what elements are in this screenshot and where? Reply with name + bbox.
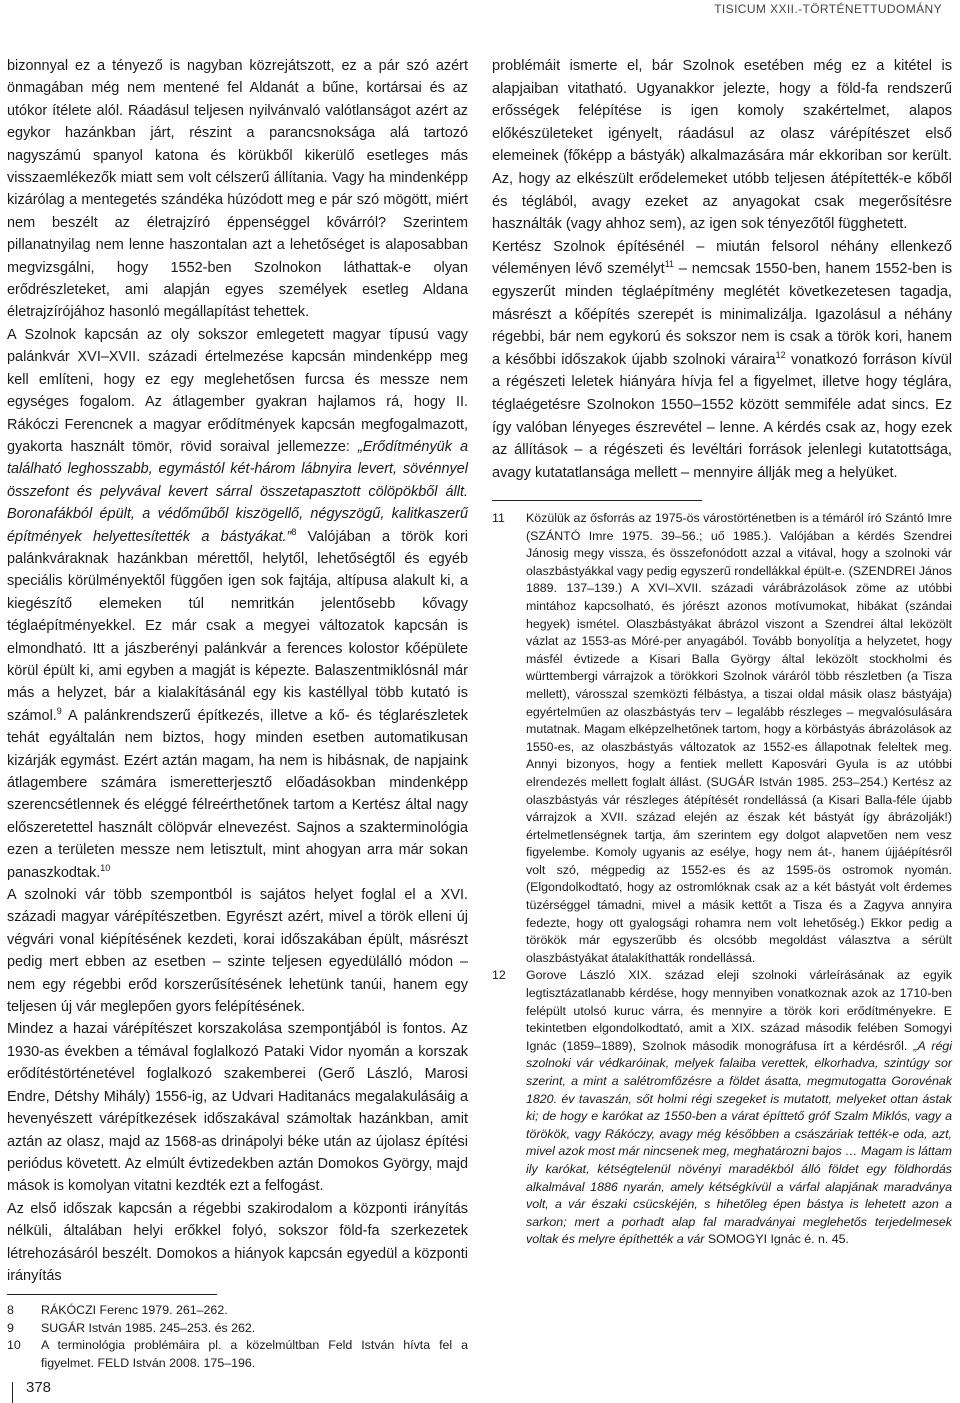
footnote <box>492 967 952 1249</box>
footnote <box>7 1337 468 1372</box>
left-column <box>7 55 468 1287</box>
paragraph: Az első időszak kapcsán a régebbi szakirodalom a központi irányítás nélküli, általában helyi erőkkel folyó, sokszor föld-fa szerkezetek létrehozásáról beszélt. Domokos a hiányok kapcsán egyedül a központi irányítás <box>7 1200 468 1284</box>
footnote-body: Gorove László XIX. század eleji szolnoki várleírásának az egyik legtisztázatlanabb kérdése, hogy mennyiben vonatkoznak azok az 1710-ben felépült utolsó kuruc várra, és mennyire a török kori erődítményekre. E tekintetben elgondolkodtató, amit a XIX. század második felében Somogyi Ignác (1859–1889), Szolnok második monográfusa írt a kérdésről. <box>526 968 952 1053</box>
footnote-ref[interactable]: 8 <box>291 526 297 537</box>
footnote-number: 9 <box>7 1320 14 1335</box>
footnote-ref[interactable]: 11 <box>664 259 675 270</box>
quotation: „A régi szolnoki vár védkaróinak, melyek falaiba verettek, elkorhadva, szintúgy sor szerint, a mint a salétromfőzésre a földet ásatta, megmutogatta Gorovénak 1820. év tavaszán, sőt holmi régi szegeket is mutatott, melyeket ottan ástak ki; de hogy e karókat az 1550-ben a várat építtető gróf Szalm Miklós, vagy a törökök, vagy Rákóczy, avagy még későbben a császáriak tették-e oda, azt, mivel azok most már nincsenek meg, meghatározni bajos … Magam is láttam ily karókat, kétségtelenül növényi maradékból álló földet egy földhordás alkalmával 1886 nyarán, amely kétségkívül a várfal alapjának maradványa volt, a vár északi csücskéjén, s hihetőleg épen bástya is lehetett azon a sarkon; mert a porhadt alap fal maradványai meglehetős terjedelmesek voltak és melyre építhették a vár <box>526 1038 952 1247</box>
paragraph <box>492 236 952 485</box>
paragraph: bizonnyal ez a tényező is nagyban közrejátszott, ez a pár szó azért önmagában még nem mentené fel Aldanát a bűne, kortársai és az utókor ítélete alól. Ráadásul teljesen nyilvánvaló valótlanságot azért az egykor hazánkban járt, részint a parancsnoksága alá tartozó nagyszámú spanyol katona és körükből kikerülő esetleges más visszaemlékezők miatt sem volt célszerű állítania. Vagy ha mindenképp kizárólag a mentegetés szándéka húzódott meg e pár szó mögött, miért nem beszélt az életrajzíró éppenséggel kővárról? Szerintem pillanatnyilag nem lenne haszontalan azt a lehetőséget is alaposabban megvizsgálni, hogy 1552-ben Szolnokon láthattak-e olyan erődrészleteket, ami alapján egyes személyek esetleg Aldana életrajzírójához hasonló megállapítást tehettek. <box>7 58 468 321</box>
footnotes-right <box>492 510 952 1249</box>
footnote-text: SUGÁR István 1985. 245–253. és 262. <box>41 1320 256 1335</box>
paragraph-text: A palánkrendszerű építkezés, illetve a kő- és téglarészletek tehát egyáltalán nem biztos, hogy minden esetben automatikusan kizárják egymást. Ezért aztán magam, ha nem is hibásnak, de napjaink átlagembere számára ismeretterjesztő előadásokban mindenképp szerencsétlennek és eléggé félreérthetőnek tartom a Kertész által nagy előszeretettel használt cölöpvár elnevezést. Sajnos a szakterminológia ezen a területen messze nem letisztult, mint ahogyan arra már sokan panaszkodtak. <box>7 707 468 881</box>
paragraph: problémáit ismerte el, bár Szolnok esetében még ez a kitétel is alapjaiban vitatható. Ugyanakkor jelezte, hogy a föld-fa rendszerű erősségek felépítése is igen komoly szakértelmet, alapos előkészületeket igényelt, ráadásul az olasz várépítészet első elemeinek (főképp a bástyák) alkalmazására már ekkoriban sor került. Az, hogy az elkészült erődelemeket utóbb teljesen átépítették-e kőből és téglából, avagy ezeket az anyagokat csak megerősítésre használták (vagy ahhoz sem), az igen sok tényezőtől függhetett. <box>492 58 952 233</box>
footnote <box>7 1302 468 1320</box>
paragraph-text: vonatkozó forráson kívül a régészeti leletek hiányára hívja fel a figyelmet, illetve hogy téglára, téglaégetésre Szolnokon 1550–1552 között semmiféle adat sincs. Ez így valóban lényeges észrevétel – lenne. A kérdés csak az, hogy ezek az állítások – a régészeti és levéltári források jelenlegi kutatottsága, avagy kutatatlansága mellett – mennyire állják meg a helyüket. <box>492 351 952 481</box>
footnote-ref[interactable]: 10 <box>100 862 111 873</box>
footnote-text <box>526 967 952 1249</box>
right-column <box>492 55 952 484</box>
footnote-text: Közülük az ősforrás az 1975-ös várostörténetben is a témáról író Szántó Imre (SZÁNTÓ Imre 1975. 39–56.; uő 1985.). Valójában a kérdés Szendrei Jánosig megy vissza, és összefonódott azzal a vitával, hogy a szolnoki vár olaszbástyákkal vagy pedig egyszerű rondellákkal épült-e. (SZENDREI János 1889. 137–139.) A XVI–XVII. századi várábrázolások zöme az utóbbi mintához kapcsolható, és jórészt azonos motívumokat, hibákat (szándai hegyek) ismétel. Olaszbástyákat ábrázol viszont a Szendrei által leközölt vázlat az 1553-as Móré-per anyagából. Tovább bonyolítja a helyzetet, hogy másfél évtizede a Kisari Balla György által leközölt stockholmi és württembergi várrajzok a törökkori Szolnok váráról több részletben (a Tisza mellett), városszal szemközti félbástya, a tiszai oldal másik olasz bástyája) egyértelműen az olaszbástyás terv – legalább részleges – megvalósulására mutatnak. Magam elképzelhetőnek tartom, hogy a körbástyás ábrázolások az 1550-es, az olaszbástyás változatok az 1552-es állapotnak feleltek meg. Annyi bizonyos, hogy a fentiek mellett Kaposvári Gyula is az utóbbi elrendezés mellett foglalt állást. (SUGÁR István 1985. 253–254.) Kertész az olaszbástyás vár részleges átépítését rondellássá (a Kisari Balla-féle újabb várrajzok a XVII. század elején az észak két bástyát így ábrázolják!) értelmetlenségnek tartja, ám szerintem egy dolgot alapvetően nem vesz figyelembe. Komoly ugyanis az esélye, hogy nem át-, hanem újjáépítésről volt szó, mégpedig az 1552-es és az 1595-ös ostromok nyomán. (Elgondolkodtató, hogy az ostromlóknak csak az a két bástyát volt érdemes tüzérséggel támadni, mivel a másik kettőt a Tisza és a Zagyva annyira fedezte, hogy ott gyalogsági rohamra nem volt lehetőség.) Ekkor pedig a törökök már egyszerűbb és olcsóbb megoldást választva a sérült olaszbástyákat átalakíthatták rondellássá. <box>526 511 952 965</box>
running-head: TISICUM XXII.-TÖRTÉNETTUDOMÁNY <box>714 2 942 16</box>
quotation: „Erődítményük a található leghosszabb, egymástól két-három lábnyira levert, sövénnyel összefont és pelyvával kevert sárral összetapasztott cölöpökből állt. Boronafákból épült, a védőműből kiszögellő, négyszögű, kalitkaszerű építmények helyettesítették a bástyákat.” <box>7 438 468 545</box>
paragraph-text: – nemcsak 1550-ben, hanem 1552-ben is egyszerűt minden téglaépítmény meglétét következetesen tagadja, másrészt a kőépítés szerepét is minimalizálja. Igazolásul a néhány régebbi, bár nem egykorú és sokszor nem is csak a török kori, hanem a későbbi időszakok újabb szolnoki váraira <box>492 261 953 368</box>
footnote-number: 12 <box>492 968 506 983</box>
footnote-citation: SOMOGYI Ignác é. n. 45. <box>704 1232 849 1247</box>
paragraph-text: A Szolnok kapcsán az oly sokszor emlegetett magyar típusú vagy palánkvár XVI–XVII. századi értelmezése kapcsán mindenképp meg kell említeni, hogy ez egy meglehetősen furcsa és messze nem egységes fogalom. Az átlagember gyakran hajlamos rá, hogy II. Rákóczi Ferencnek a magyar erődítmények kapcsán megfogalmazott, gyakorta használt tömör, rövid soraival jellemezze: <box>7 326 468 455</box>
footnote-number: 8 <box>7 1303 14 1317</box>
page-number-rule <box>12 1382 13 1403</box>
footnote-ref[interactable]: 12 <box>775 349 786 360</box>
footnote <box>492 510 952 967</box>
footnote-ref[interactable]: 9 <box>56 705 62 716</box>
footnote-number: 11 <box>492 511 505 525</box>
footnote-text: RÁKÓCZI Ferenc 1979. 261–262. <box>41 1303 228 1317</box>
page-number: 378 <box>26 1379 52 1396</box>
footnotes-left <box>7 1302 468 1372</box>
footnote-number: 10 <box>7 1338 21 1353</box>
paragraph-text: Valójában a török kori palánkváraknak hazánkban mérettől, helytől, lehetőségtől és egyéb speciális körülményektől függően igen sok fajtája, altípusa alakult ki, a kiegészítő elemeken túl nemritkán jelentősebb kővagy téglaépítményekkel. Ez már csak a megyei változatok kapcsán is elmondható. Itt a jászberényi palánkvár a ferences kolostor kőépülete körül épült ki, ami egyben a magját is képezte. Balaszentmiklósnál már más a helyzet, bár a kialakításánál egy kis kastéllyal több kutató is számol. <box>7 528 468 724</box>
paragraph: Mindez a hazai várépítészet korszakolása szempontjából is fontos. Az 1930-as években a témával foglalkozó Pataki Vidor nyomán a korszak erődítéstörténetével foglalkozó szakemberei (Gerő László, Marosi Endre, Détshy Mihály) 1556-ig, az Udvari Haditanács megalakulásáig a hevenyészett várépítkezések időszakával számoltak hazánkban, amit aztán az olasz, majd az 1568-as drinápolyi béke után az újolasz építési periódus követett. Az elmúlt évtizedekben aztán Domokos György, majd mások is komolyan vitatni kezdték ezt a felfogást. <box>7 1021 468 1195</box>
footnote-text: A terminológia problémáira pl. a közelmúltban Feld István hívta fel a figyelmet. FELD István 2008. 175–196. <box>41 1338 468 1370</box>
paragraph: A szolnoki vár több szempontból is sajátos helyet foglal el a XVI. századi magyar várépítészetben. Egyrészt azért, mivel a török elleni új végvári vonal kiépítésének kezdeti, korai időszakában épült, másrészt pedig mert ebben az esetben – szinte teljesen egyedülálló módon – nem egy régebbi erőd korszerűsítésének lehetünk tanúi, hanem egy teljesen új vár meglepően gyors felépítésének. <box>7 887 468 1016</box>
footnote-divider <box>7 1294 217 1295</box>
footnote-divider <box>492 500 702 501</box>
paragraph-text: Kertész Szolnok építésénél – miután felsorol néhány ellenkező véleményen lévő személyt <box>492 238 952 278</box>
footnote <box>7 1320 468 1338</box>
paragraph <box>7 324 468 884</box>
